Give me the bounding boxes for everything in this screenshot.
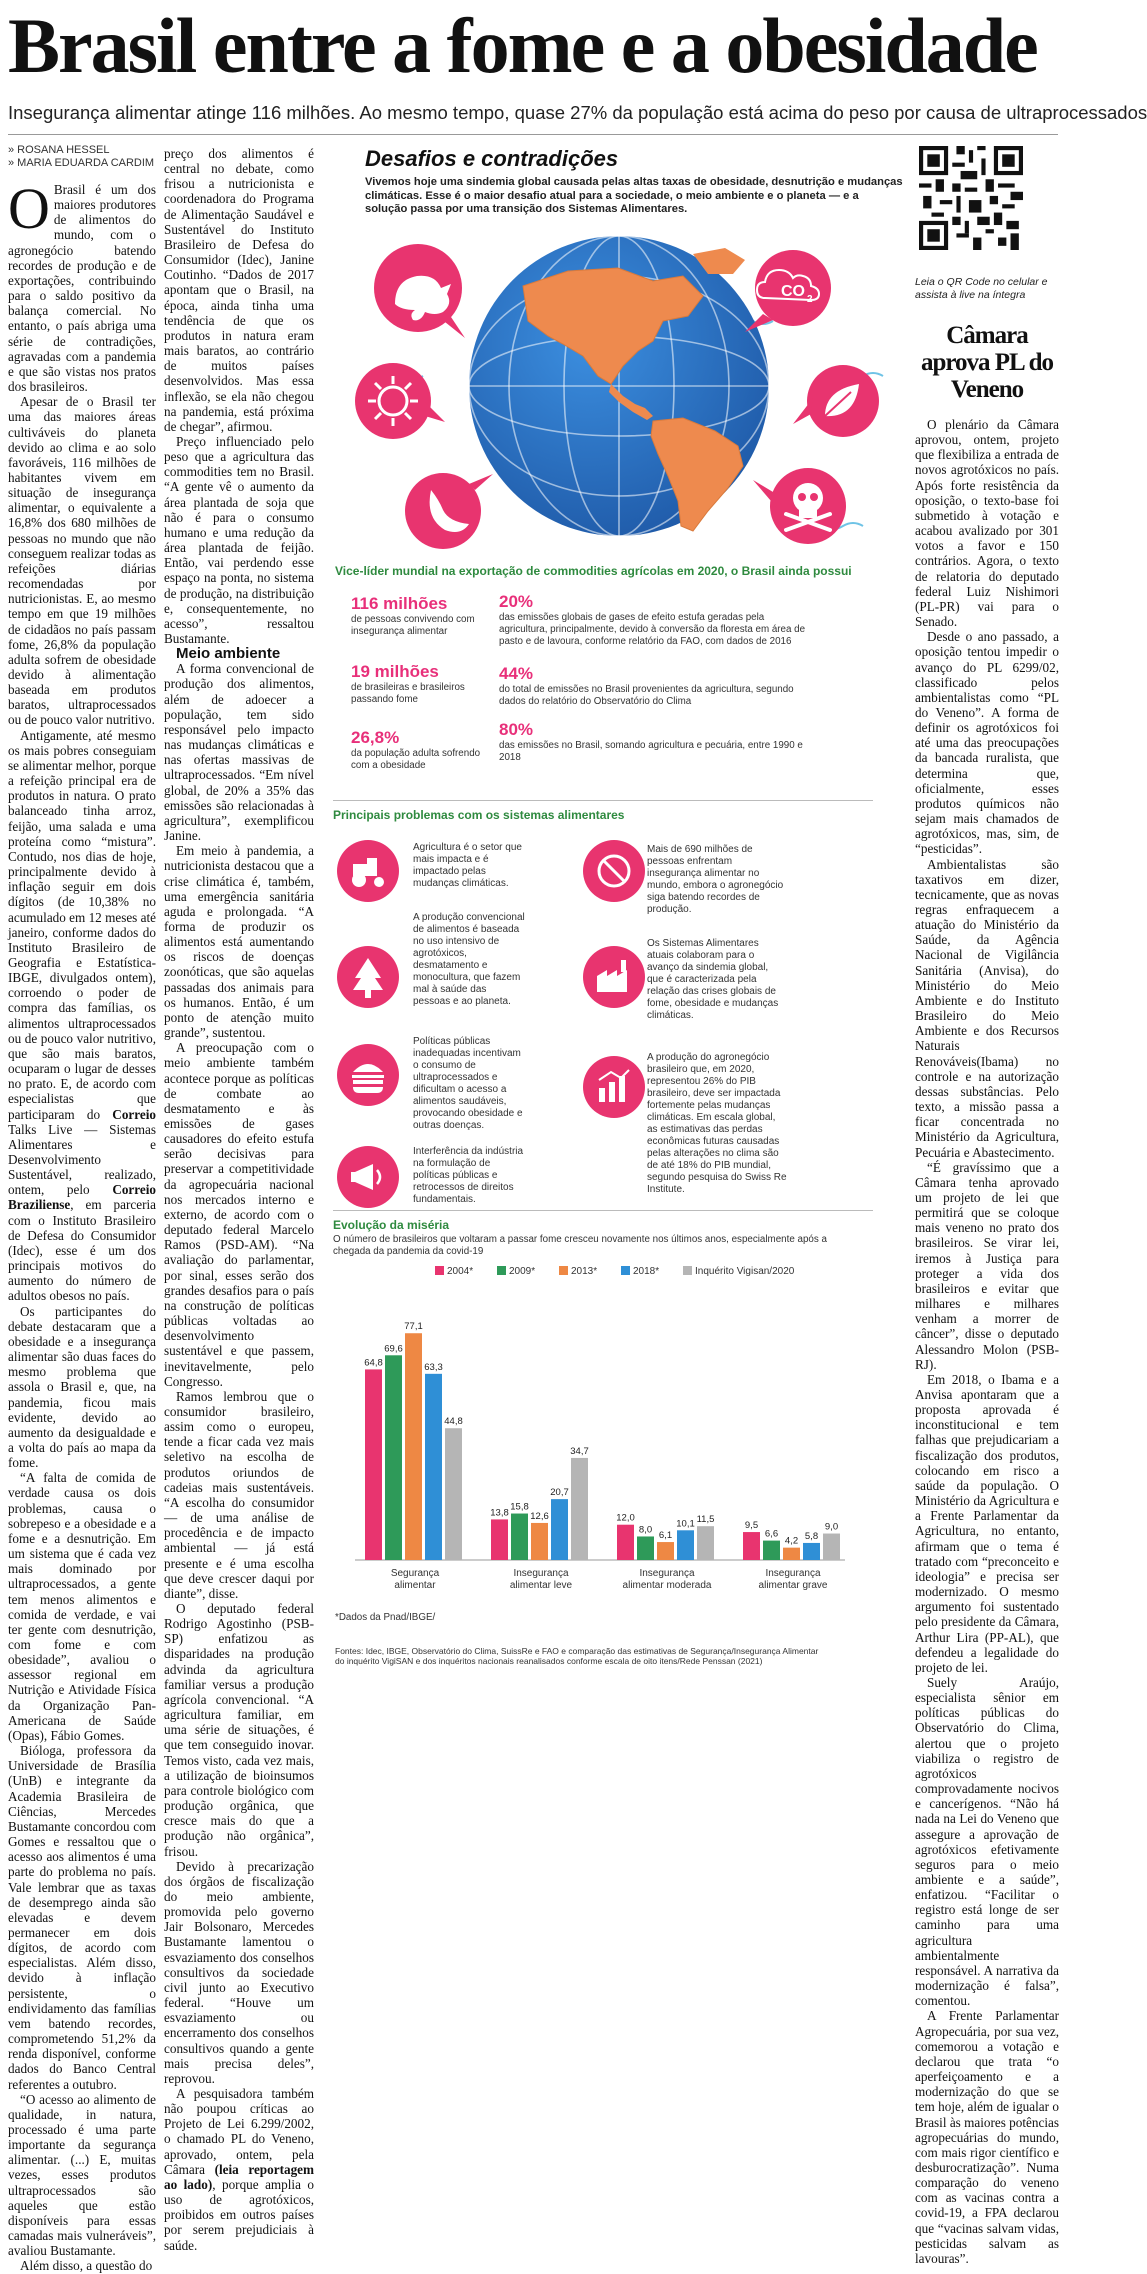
stats-title: Vice-líder mundial na exportação de commodities agrícolas em 2020, o Brasil ainda possui: [335, 564, 852, 578]
legend-label: Inquérito Vigisan/2020: [695, 1266, 795, 1277]
category-label: alimentar moderada: [622, 1580, 712, 1591]
stat-desc: de brasileiras e brasileiros passando fome: [351, 682, 465, 705]
qr-caption: Leia o QR Code no celular e assista à live na íntegra: [915, 276, 1048, 301]
money-chart-icon: [583, 1056, 645, 1118]
tree-icon: [337, 946, 399, 1008]
data-label: 34,7: [570, 1445, 589, 1457]
stat-value: 20%: [499, 592, 534, 611]
data-label: 11,5: [696, 1514, 715, 1526]
data-label: 77,1: [404, 1321, 423, 1333]
paragraph: Em meio à pandemia, a nutricionista destacou que a crise climática é, também, uma emergência sanitária aguda e prolongada. “A forma de produzir os alimentos está aumentando os riscos de doenças zoonóticas, que são aquelas passadas dos animais para os humanos. Então, é um ponto de atenção muito grande”, sustentou.: [164, 843, 314, 1041]
animal-bubble: [374, 244, 465, 338]
skull-bubble: [753, 468, 846, 544]
paragraph: O plenário da Câmara aprovou, ontem, projeto que flexibiliza a entrada de novos agrotóxicos no país. Após forte resistência da oposição, o texto-base foi submetido à votação e acabou avalizado por 301 votos a favor e 150 contrários. Agora, o texto de relatoria do deputado federal Luiz Nishimori (PL-PR) vai para o Senado.: [915, 417, 1059, 630]
paragraph: preço dos alimentos é central no debate, como frisou a nutricionista e coordenadora do Programa de Alimentação Saudável e Sustentável do Instituto Brasileiro de Defesa do Consumidor (Idec), Janine Coutinho. “Dados de 2017 apontam que o Brasil, na época, ainda tinha uma tendência de que os produtos in natura eram mais baratos, ao contrário de muitos países desenvolvidos. Mas essa inflexão, se ela não chegou na pandemia, está próxima de chegar”, afirmou.: [164, 146, 314, 434]
stat-desc: do total de emissões no Brasil provenientes da agricultura, segundo dados do relatório do Observatório do Clima: [499, 684, 794, 707]
paragraph: A preocupação com o meio ambiente também acontece porque as políticas de combate ao desmatamento e às emissões de gases causadores do efeito estufa serão decisivas para preservar a competitividade da agropecuária nacional nos mercados interno e externo, de acordo com o deputado federal Marcelo Ramos (PSD-AM). “Na avaliação do parlamentar, por sinal, esses serão dos grandes desafios para o país na construção de políticas públicas voltadas ao desenvolvimento sustentável e que passem, inevitavelmente, pelo Congresso.: [164, 1040, 314, 1389]
data-label: 12,0: [616, 1512, 635, 1524]
bar: [637, 1536, 654, 1560]
megaphone-icon: [337, 1146, 399, 1208]
stats-right: [499, 592, 809, 764]
article-column-1: [8, 144, 157, 2274]
byline-author-1: » ROSANA HESSEL: [8, 144, 110, 156]
category-label: alimentar grave: [758, 1580, 828, 1591]
category-label: alimentar leve: [509, 1580, 573, 1591]
sources: Fontes: Idec, IBGE, Observatório do Clima, SuissRe e FAO e comparação das estimativas de Segurança/Insegurança Alimentar do inquérito VigiSAN e dos inquéritos nacionais reanalisados conforme escala de oito itens/Rede Penssan (2021): [335, 1646, 819, 1666]
stat-item: [499, 720, 809, 764]
bar: [511, 1514, 528, 1560]
bar: [551, 1499, 568, 1560]
article-column-2: [164, 146, 315, 2253]
bar: [657, 1542, 674, 1560]
chart-note: *Dados da Pnad/IBGE/: [335, 1612, 436, 1623]
stat-item: [351, 728, 491, 772]
virus-bubble: [355, 363, 445, 439]
deck: Insegurança alimentar atinge 116 milhões. Ao mesmo tempo, quase 27% da população está acima do peso por causa de ultraprocessados: [8, 102, 1147, 123]
byline-author-2: » MARIA EDUARDA CARDIM: [8, 157, 155, 169]
legend-swatch: [497, 1266, 506, 1275]
paragraph: “É gravíssimo que a Câmara tenha aprovado um projeto de lei que permitirá que se coloque mais veneno no prato dos brasileiros. Se virar lei, iremos à Justiça para proteger a vida dos brasileiros e evitar que milhares e milhares venham a morrer de câncer”, disse o deputado Alessandro Molon (PSB-RJ).: [915, 1159, 1059, 1372]
category-label: Insegurança: [639, 1568, 695, 1579]
legend-label: 2018*: [633, 1266, 660, 1277]
bar: [697, 1526, 714, 1560]
data-label: 13,8: [490, 1507, 509, 1519]
data-label: 4,2: [784, 1535, 799, 1547]
legend-swatch: [559, 1266, 568, 1275]
data-label: 9,5: [744, 1520, 759, 1532]
stat-value: 19 milhões: [351, 662, 439, 681]
stat-desc: da população adulta sofrendo com a obesidade: [351, 748, 481, 771]
qr-code[interactable]: [919, 146, 1023, 250]
stat-item: [499, 592, 809, 664]
bar-chart: [335, 1260, 855, 1610]
paragraph: Antigamente, até mesmo os mais pobres conseguiam se alimentar melhor, porque a refeição principal era de produtos in natura. O prato balanceado tinha arroz, feijão, uma salada e uma proteína como “mistura”. Contudo, nos dias de hoje, principalmente devido à inflação seguir em dois dígitos (de 10,38% no acumulado em 12 meses até janeiro, conforme dados do Instituto Brasileiro de Geografia e Estatística-IBGE, divulgados ontem), corroendo o poder de compra das famílias, os alimentos ultraprocessados ou de pouco valor nutritivo, que são mais baratos, ocuparam o lugar de desses no prato. E, de acordo com especialistas que participaram do Correio Talks Live — Sistemas Alimentares e Desenvolvimento Sustentável, realizado, ontem, pelo Correio Braziliense, em parceria com o Instituto Brasileiro de Defesa do Consumidor (Idec), esse é um dos principais motivos do aumento do número de adultos obesos no país.: [8, 727, 157, 1304]
problems-title: Principais problemas com os sistemas alimentares: [333, 808, 625, 822]
data-label: 20,7: [550, 1487, 569, 1499]
paragraph: O deputado federal Rodrigo Agostinho (PSB-SP) enfatizou as disparidades na produção advinda da agricultura familiar versus a produção agrícola convencional. “A agricultura familiar, em uma série de situações, é que tem conseguido inovar. Temos visto, cada vez mais, a utilização de bioinsumos para controle biológico com produção orgânica, que cresce mais do que a produção não orgânica”, frisou.: [164, 1601, 314, 1859]
bar: [571, 1458, 588, 1560]
paragraph: Desde o ano passado, a oposição tentou impedir o avanço do PL 6299/02, classificado pelos ambientalistas como “PL do Veneno”. A forma de definir os agrotóxicos foi até uma das preocupações da bancada ruralista, que determina que, oficialmente, esses produtos químicos não sejam mais chamados de agrotóxicos, mas, sim, de “pesticidas”.: [915, 629, 1059, 857]
data-label: 6,1: [658, 1530, 673, 1542]
bar: [385, 1355, 402, 1560]
infographic: [333, 146, 903, 1706]
bar: [763, 1541, 780, 1560]
paragraph: “O acesso ao alimento de qualidade, in natura, processado é uma parte importante da segurança alimentar. (...) E, muitas vezes, esses produtos ultraprocessados são aqueles que estão disponíveis para essas camadas mais vulneráveis”, avaliou Bustamante.: [8, 2091, 156, 2259]
paragraph: Bióloga, professora da Universidade de Brasília (UnB) e integrante da Academia Brasileira de Ciências, Mercedes Bustamante concordou com Gomes e ressaltou que o acesso aos alimentos é uma parte do problema no país. Vale lembrar que as taxas de desemprego ainda são elevadas e devem permanecer em dois dígitos, de acordo com especialistas. Além disso, devido à inflação persistente, o endividamento das famílias vem batendo recordes, comprometendo 51,2% da renda disponível, conforme dados do Banco Central referentes a outubro.: [8, 1743, 156, 2092]
stat-item: [351, 594, 491, 662]
legend-swatch: [435, 1266, 444, 1275]
stat-desc: das emissões no Brasil, somando agricultura e pecuária, entre 1990 e 2018: [499, 740, 803, 763]
paragraph: Em 2018, o Ibama e a Anvisa apontaram que a proposta aprovada é inconstitucional e tem falhas que prejudicariam a fiscalização dos produtos, colocando em risco a saúde da população. O Ministério da Agricultura e a Frente Parlamentar da Agricultura, no entanto, afirmam que o tema é tratado com “preconceito e ideologia” e precisa ser modernizado. O mesmo argumento foi sustentado pelo presidente da Câmara, Arthur Lira (PP-AL), que defendeu a legalidade do projeto de lei.: [915, 1371, 1059, 1675]
data-label: 44,8: [444, 1416, 463, 1428]
bar: [677, 1530, 694, 1560]
problem-text: Interferência da indústria na formulação de políticas públicas e retrocessos de direitos fundamentais.: [413, 1146, 524, 1205]
problem-text: A produção convencional de alimentos é baseada no uso intensivo de agrotóxicos, desmatamento e monocultura, que fazem mal à saúde das pessoas e ao planeta.: [413, 912, 525, 1007]
stat-value: 80%: [499, 720, 534, 739]
bar: [783, 1548, 800, 1560]
bar: [405, 1333, 422, 1560]
stat-value: 26,8%: [351, 728, 400, 747]
paragraph: Suely Araújo, especialista sênior em políticas públicas do Observatório do Clima, alertou que o projeto viabiliza o registro de agrotóxicos comprovadamente nocivos e cancerígenos. “Não há nada na Lei do Veneno que assegure a aprovação de agrotóxicos efetivamente seguros para o meio ambiente e a saúde”, enfatizou. “Facilitar o registro está longe de ser caminho para uma agricultura ambientalmente responsável. A narrativa da modernização é falsa”, comentou.: [915, 1674, 1059, 2009]
legend-swatch: [621, 1266, 630, 1275]
category-label: Insegurança: [513, 1568, 569, 1579]
dropcap: O: [8, 176, 50, 241]
svg-text:2: 2: [807, 294, 813, 305]
banana-bubble: [405, 473, 493, 549]
stat-item: [499, 664, 809, 720]
category-label: Segurança: [390, 1568, 440, 1579]
data-label: 63,3: [424, 1361, 443, 1373]
bar: [617, 1525, 634, 1560]
bar: [803, 1543, 820, 1560]
divider: [8, 134, 1058, 135]
sidebar: [915, 146, 1059, 2266]
data-label: 5,8: [804, 1530, 819, 1542]
stat-item: [351, 662, 491, 728]
stat-desc: das emissões globais de gases de efeito estufa geradas pela agricultura, principalmente, devido à conversão da floresta em área de pasto e de lavoura, conforme relatório da FAO, com dados de 2016: [499, 612, 806, 647]
stat-value: 44%: [499, 664, 534, 683]
paragraph: A pesquisadora também não poupou críticas ao Projeto de Lei 6.299/2002, o chamado PL do Veneno, aprovado, ontem, pela Câmara (leia reportagem ao lado), porque amplia o uso de agrotóxicos, proibidos em outros países por serem prejudiciais à saúde.: [164, 2086, 315, 2253]
headline: Brasil entre a fome e a obesidade: [8, 2, 1037, 89]
chart-title: Evolução da miséria: [333, 1218, 450, 1232]
category-label: alimentar: [394, 1580, 436, 1591]
infographic-intro: Vivemos hoje uma sindemia global causada pelas altas taxas de obesidade, desnutrição e mudanças climáticas. Esse é o maior desafio atual para a sociedade, o meio ambiente e o planeta — e a solução passa por uma transição dos Sistemas Alimentares.: [365, 176, 903, 215]
legend-swatch: [683, 1266, 692, 1275]
paragraph: A forma convencional de produção dos alimentos, além de adoecer a população, tem sido responsável pelo impacto nas mudanças climáticas e nas ofertas massivas de ultraprocessados. “Em nível global, de 20% a 35% das emissões são relacionadas à agricultura”, exemplificou Janine.: [164, 661, 314, 844]
globe-illustration: [353, 226, 891, 556]
bar: [743, 1532, 760, 1560]
problem-text: A produção do agronegócio brasileiro que, em 2020, representou 26% do PIB brasileiro, deve ser impactada fortemente pelas mudanças climáticas. Em escala global, as estimativas das perdas econômicas futuras causadas pelas alterações no clima são de até 18% do PIB mundial, segundo pesquisa do Swiss Re Institute.: [647, 1052, 787, 1195]
legend-label: 2004*: [447, 1266, 474, 1277]
leaf-bubble: [793, 365, 879, 437]
stat-value: 116 milhões: [351, 594, 448, 613]
bar: [823, 1534, 840, 1560]
bar: [531, 1523, 548, 1560]
infographic-title: Desafios e contradições: [365, 146, 619, 171]
bar: [445, 1428, 462, 1560]
svg-text:CO: CO: [781, 283, 805, 300]
data-label: 69,6: [384, 1343, 403, 1355]
problem-text: Os Sistemas Alimentares atuais colaboram para o avanço da sindemia global, que é caracterizada pela relação das crises globais de fome, obesidade e mudanças climáticas.: [647, 938, 779, 1021]
data-label: 10,1: [676, 1518, 695, 1530]
stats-left: [351, 594, 491, 772]
byline: [8, 144, 156, 170]
data-label: 64,8: [364, 1357, 383, 1369]
bar: [491, 1519, 508, 1560]
co2-bubble: [745, 250, 831, 332]
subhead: Meio ambiente: [176, 645, 281, 663]
factory-icon: [583, 946, 645, 1008]
data-label: 6,6: [764, 1528, 779, 1540]
data-label: 12,6: [530, 1510, 549, 1522]
paragraph: “A falta de comida de verdade causa os dois problemas, causa o sobrepeso e a obesidade e a fome e a desnutrição. Em um sistema que é cada vez mais dominado por ultraprocessados, a gente tem menos alimentos e comida de verdade, e vai ter gente com desnutrição, com fome e com obesidade”, avaliou o assessor regional em Nutrição e Atividade Física da Organização Pan-Americana de Saúde (Opas), Fábio Gomes.: [8, 1470, 156, 1743]
problem-text: Agricultura é o setor que mais impacta e é impactado pelas mudanças climáticas.: [413, 842, 522, 889]
sidebar-body: [915, 417, 1059, 2266]
paragraph: Preço influenciado pelo peso que a agricultura das commodities tem no Brasil. “A gente vê o aumento da área plantada de soja que não é para o consumo humano e uma redução da área plantada de feijão. Então, vai perdendo esse espaço na ponta, no sistema de produção, na distribuição e, consequentemente, no acesso”, ressaltou Bustamante.: [164, 433, 314, 646]
problem-text: Mais de 690 milhões de pessoas enfrentam insegurança alimentar no mundo, embora o agronegócio siga batendo recordes de produção.: [647, 844, 784, 915]
paragraph: Os participantes do debate destacaram que a obesidade e a insegurança alimentar são duas faces do mesmo problema que assola o Brasil e, que, na pandemia, ficou mais evidente, devido ao aumento da desigualdade e a volta do país ao mapa da fome.: [8, 1303, 156, 1471]
divider: [333, 1210, 873, 1211]
paragraph: Ambientalistas são taxativos em dizer, tecnicamente, que as novas regras enfraquecem a atuação do Ministério da Saúde, da Agência Nacional de Vigilância Sanitária (Anvisa), do Ministério do Meio Ambiente e do Instituto Brasileiro do Meio Ambiente e dos Recursos Naturais Renováveis(Ibama) no controle e na autorização dessas substâncias. Pelo texto, a missão passa a ficar concentrada no Ministério da Agricultura, Pecuária e Abastecimento.: [915, 856, 1059, 1160]
paragraph: Apesar de o Brasil ter uma das maiores áreas cultiváveis do planeta devido ao clima e ao solo favoráveis, 116 milhões de habitantes vivem em situação de insegurança alimentar, o equivalente a 16,8% dos 680 milhões de pessoas no mundo que não conseguem realizar todas as refeições diárias recomendadas por nutricionistas. E, ao mesmo tempo em que 19 milhões de cidadãos no país passam fome, 26,8% da população adulta sofrem de obesidade devido à alimentação baseada em produtos baratos, ultraprocessados ou de pouco valor nutritivo.: [8, 394, 156, 728]
divider: [333, 800, 873, 801]
category-label: Insegurança: [765, 1568, 821, 1579]
paragraph: A Frente Parlamentar Agropecuária, por sua vez, comemorou a votação e declarou que trata “o aperfeiçoamento e a modernização do que se tem hoje, além de igualar o Brasil às maiores potências agropecuárias do mundo, com mais rigor científico e desburocratização”. Numa comparação do veneno com as vacinas contra a covid-19, a FPA declarou que “vacinas salvam vidas, pesticidas salvam as lavouras”.: [915, 2008, 1059, 2266]
tractor-icon: [337, 840, 399, 902]
paragraph: Além disso, a questão do: [20, 2258, 153, 2274]
sidebar-headline: Câmara aprova PL do Veneno: [920, 322, 1054, 403]
bar: [425, 1374, 442, 1560]
stat-desc: de pessoas convivendo com insegurança alimentar: [351, 614, 475, 637]
burger-icon: [337, 1044, 399, 1106]
no-food-icon: [583, 840, 645, 902]
paragraph: Ramos lembrou que o consumidor brasileiro, assim como o europeu, tende a ficar cada vez mais seletivo na escolha de produtos oriundos de cadeias mais sustentáveis. “A escolha do consumidor — de uma análise de procedência e de impacto ambiental — já está presente e é uma escolha que deve crescer daqui por diante”, disse.: [164, 1388, 314, 1601]
data-label: 8,0: [638, 1524, 653, 1536]
paragraph: Devido à precarização dos órgãos de fiscalização do meio ambiente, promovida pelo governo Jair Bolsonaro, Mercedes Bustamante lamentou o esvaziamento dos conselhos consultivos da sociedade civil junto ao Executivo federal. “Houve um esvaziamento ou encerramento dos conselhos consultivos quando a gente mais precisa deles”, reprovou.: [164, 1858, 314, 2086]
data-label: 9,0: [824, 1521, 839, 1533]
problem-text: Políticas públicas inadequadas incentivam o consumo de ultraprocessados e dificultam o acesso a alimentos saudáveis, provocando obesidade e outras doenças.: [413, 1036, 523, 1131]
legend-label: 2009*: [509, 1266, 536, 1277]
data-label: 15,8: [510, 1501, 529, 1513]
paragraph: O Brasil é um dos maiores produtores de alimentos do mundo, com o agronegócio batendo recordes de produção e de exportações, contribuindo para o saldo positivo da balança comercial. No entanto, o país abriga uma série de contradições, agravadas com a pandemia e que são vistas nos pratos dos brasileiros.: [8, 176, 156, 395]
chart-subtitle: O número de brasileiros que voltaram a passar fome cresceu novamente nos últimos anos, especialmente após a chegada da pandemia da covid-19: [333, 1234, 827, 1257]
legend-label: 2013*: [571, 1266, 598, 1277]
bar: [365, 1369, 382, 1560]
